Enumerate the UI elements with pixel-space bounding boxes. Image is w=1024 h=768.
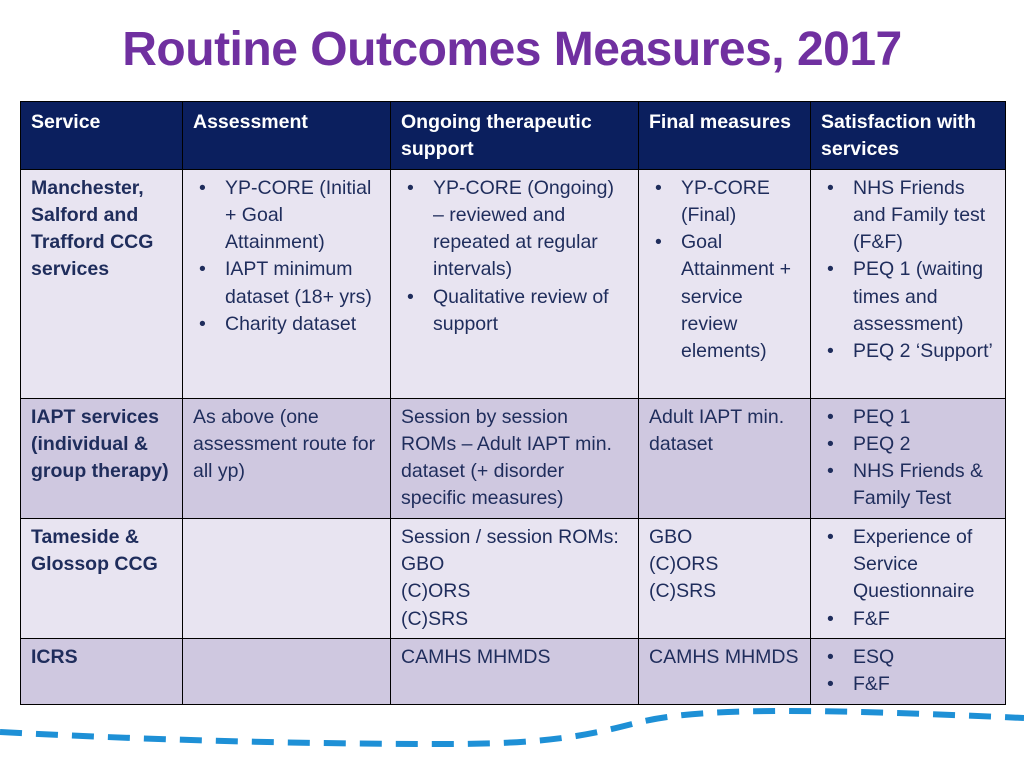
cell-line: GBO (649, 525, 693, 548)
cell-line: (C)SRS (649, 580, 717, 603)
satisfaction-list (821, 175, 995, 366)
assessment-list (193, 175, 380, 339)
list-item: • YP-CORE (Initial + Goal Attainment) (193, 175, 380, 257)
list-item: • Charity dataset (193, 311, 380, 338)
assessment-cell (183, 638, 391, 704)
assessment-cell: As above (one assessment route for all yp) (183, 398, 391, 518)
satisfaction-list (821, 524, 995, 633)
satisfaction-cell (811, 518, 1006, 638)
table-header-row (21, 102, 1006, 170)
final-cell: Adult IAPT min. dataset (639, 398, 811, 518)
assessment-cell (183, 518, 391, 638)
satisfaction-list (821, 404, 995, 513)
list-item: • ESQ (821, 644, 995, 671)
list-item: • PEQ 1 (821, 404, 995, 431)
ongoing-list (401, 175, 628, 339)
header-service: Service (21, 102, 183, 170)
final-cell (639, 518, 811, 638)
list-item: • IAPT minimum dataset (18+ yrs) (193, 256, 380, 311)
cell-line: (C)SRS (401, 607, 469, 630)
final-list (649, 175, 800, 366)
service-cell: Manchester, Salford and Trafford CCG services (21, 169, 183, 398)
table-row (21, 518, 1006, 638)
page-title: Routine Outcomes Measures, 2017 (122, 23, 902, 76)
list-item: • YP-CORE (Final) (649, 175, 800, 230)
service-cell: IAPT services (individual & group therapy) (21, 398, 183, 518)
list-item: • Experience of Service Questionnaire (821, 524, 995, 606)
satisfaction-cell (811, 398, 1006, 518)
list-item: • PEQ 2 (821, 431, 995, 458)
ongoing-cell: CAMHS MHMDS (391, 638, 639, 704)
list-item: • PEQ 2 ‘Support’ (821, 338, 995, 365)
header-ongoing-support: Ongoing therapeutic support (391, 102, 639, 170)
list-item: • F&F (821, 671, 995, 698)
cell-line: (C)ORS (401, 580, 471, 603)
header-satisfaction: Satisfaction with services (811, 102, 1006, 170)
header-assessment: Assessment (183, 102, 391, 170)
list-item: • NHS Friends & Family Test (821, 458, 995, 513)
table-row (21, 169, 1006, 398)
ongoing-cell (391, 169, 639, 398)
cell-line: GBO (401, 553, 445, 576)
list-item: • Qualitative review of support (401, 284, 628, 339)
ongoing-cell: Session by session ROMs – Adult IAPT min. dataset (+ disorder specific measures) (391, 398, 639, 518)
assessment-cell (183, 169, 391, 398)
list-item: • NHS Friends and Family test (F&F) (821, 175, 995, 257)
satisfaction-cell (811, 169, 1006, 398)
table-row (21, 398, 1006, 518)
list-item: • YP-CORE (Ongoing) – reviewed and repeated at regular intervals) (401, 175, 628, 284)
cell-line: (C)ORS (649, 553, 719, 576)
satisfaction-list (821, 644, 995, 699)
header-final-measures: Final measures (639, 102, 811, 170)
outcomes-table (20, 101, 1006, 705)
table-row (21, 638, 1006, 704)
final-cell: CAMHS MHMDS (639, 638, 811, 704)
list-item: • F&F (821, 606, 995, 633)
dashed-wave-line (0, 711, 1024, 744)
list-item: • Goal Attainment + service review elements) (649, 229, 800, 365)
satisfaction-cell (811, 638, 1006, 704)
list-item: • PEQ 1 (waiting times and assessment) (821, 256, 995, 338)
final-cell (639, 169, 811, 398)
service-cell: Tameside & Glossop CCG (21, 518, 183, 638)
service-cell: ICRS (21, 638, 183, 704)
ongoing-cell (391, 518, 639, 638)
decorative-dashed-wave (0, 700, 1024, 760)
cell-line: Session / session ROMs: (401, 525, 619, 548)
